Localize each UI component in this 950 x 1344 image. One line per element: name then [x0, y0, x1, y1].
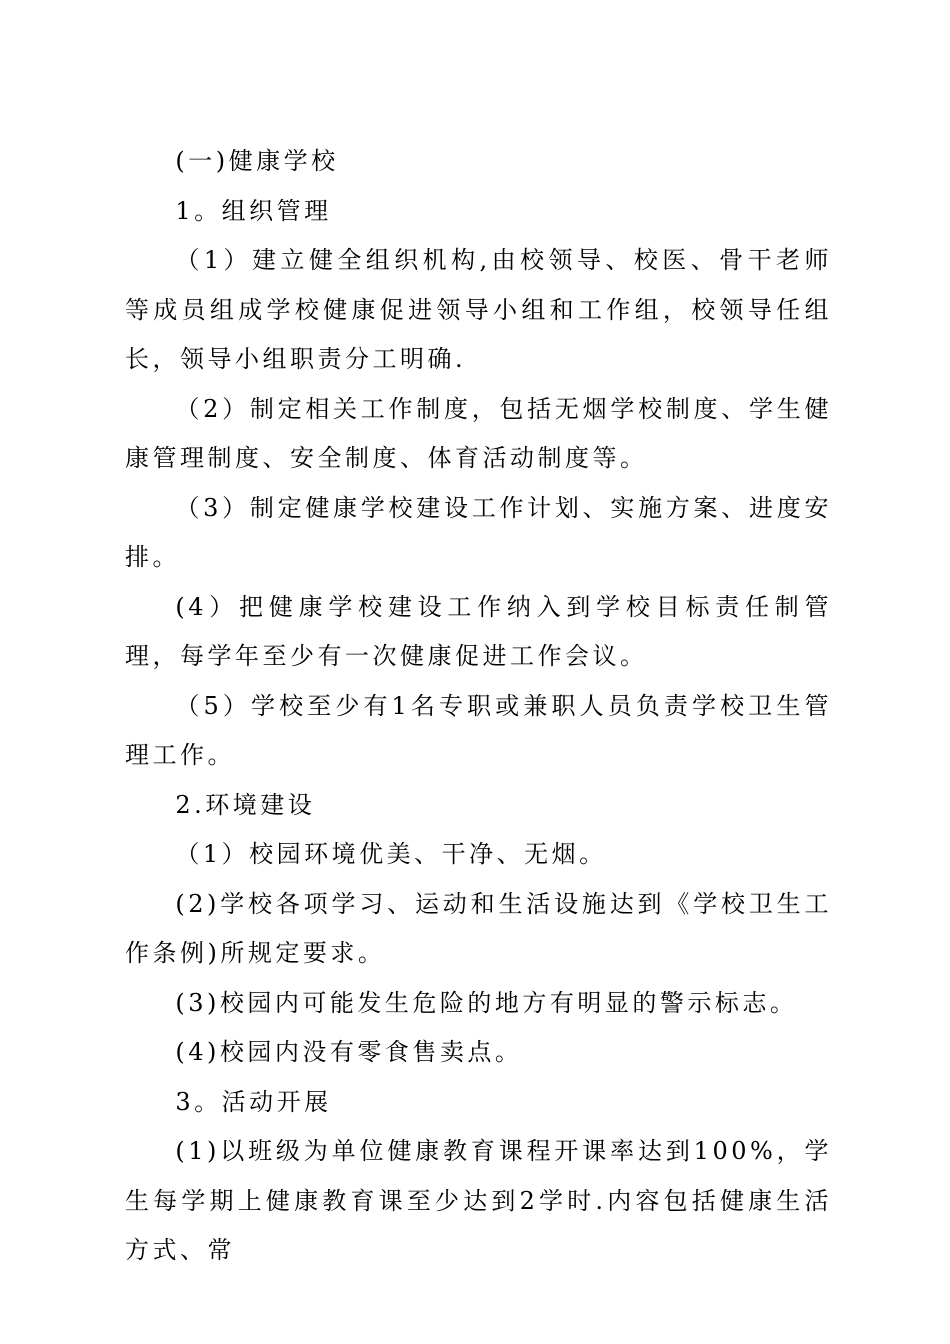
- paragraph-org-5: （5）学校至少有1名专职或兼职人员负责学校卫生管理工作。: [125, 691, 832, 769]
- paragraph-env-1: （1）校园环境优美、干净、无烟。: [175, 840, 607, 868]
- paragraph-org-2: （2）制定相关工作制度，包括无烟学校制度、学生健康管理制度、安全制度、体育活动制度等。: [125, 394, 832, 472]
- section-heading-healthy-school: (一)健康学校: [175, 147, 339, 175]
- paragraph-act-1: (1)以班级为单位健康教育课程开课率达到100%，学生每学期上健康教育课至少达到2学时.内容包括健康生活方式、常: [125, 1137, 832, 1264]
- subheading-activities: 3。活动开展: [175, 1087, 332, 1116]
- paragraph-org-3: （3）制定健康学校建设工作计划、实施方案、进度安排。: [125, 493, 832, 571]
- paragraph-env-2: (2)学校各项学习、运动和生活设施达到《学校卫生工作条例)所规定要求。: [125, 889, 832, 967]
- document-body: [125, 137, 832, 1276]
- paragraph-env-4: (4)校园内没有零食售卖点。: [175, 1038, 523, 1066]
- paragraph-org-1: （1）建立健全组织机构,由校领导、校医、骨干老师等成员组成学校健康促进领导小组和工作组，校领导任组长，领导小组职责分工明确.: [125, 246, 832, 373]
- subheading-organization-management: 1。组织管理: [175, 196, 332, 225]
- paragraph-org-4: (4）把健康学校建设工作纳入到学校目标责任制管理，每学年至少有一次健康促进工作会议。: [125, 592, 832, 670]
- paragraph-env-3: (3)校园内可能发生危险的地方有明显的警示标志。: [175, 988, 798, 1017]
- subheading-environment: 2.环境建设: [175, 790, 316, 819]
